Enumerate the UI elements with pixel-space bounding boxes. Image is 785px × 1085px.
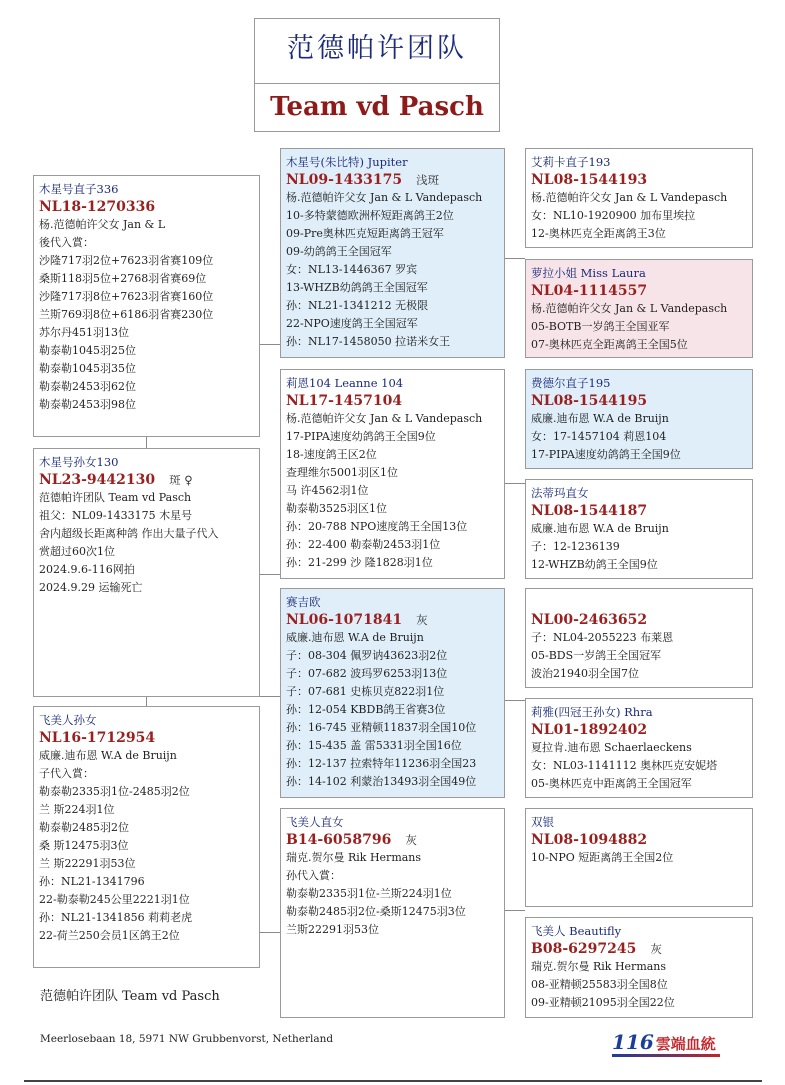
note-line: 祖父：NL09-1433175 木星号	[39, 509, 193, 522]
note-line: 12-奥林匹克全距离鸽王3位	[531, 227, 666, 240]
note-line: 舍内超级长距离种鸽 作出大量子代入	[39, 527, 219, 540]
note-line: 兰斯769羽8位+6186羽省赛230位	[39, 308, 214, 321]
pigeon-notes	[39, 216, 259, 414]
note-line: 孙：15-435 盖 雷5331羽全国16位	[286, 739, 462, 752]
note-line: 22-NPO速度鸽王全国冠军	[286, 317, 418, 330]
note-line: 桑 斯12475羽3位	[39, 839, 129, 852]
pigeon-notes	[286, 849, 504, 939]
color-sex: 灰	[416, 613, 428, 627]
pigeon-notes	[286, 189, 504, 351]
note-line: 2024.9.29 运输死亡	[39, 581, 143, 594]
logo-number: 116	[612, 1030, 654, 1054]
note-line: 威廉.迪布恩 W.A de Bruijn	[531, 412, 669, 425]
note-line: 桑斯118羽5位+2768羽省赛69位	[39, 272, 207, 285]
pigeon-name: 飞美人 Beautifly	[531, 924, 622, 938]
pedigree-box-sire-dam	[280, 369, 505, 579]
note-line: 05-BDS一岁鸽王全国冠军	[531, 649, 662, 662]
note-line: 子：NL04-2055223 布莱恩	[531, 631, 674, 644]
note-line: 杨.范德帕许父女 Jan & L Vandepasch	[531, 191, 728, 204]
title-english: Team vd Pasch	[270, 92, 484, 122]
connector	[505, 910, 525, 911]
note-line: 後代入賞：	[39, 236, 94, 249]
note-line: 范德帕许团队 Team vd Pasch	[39, 491, 192, 504]
ring-number: NL08-1094882	[531, 832, 648, 848]
note-line: 子：07-681 史栋贝克822羽1位	[286, 685, 445, 698]
pigeon-notes	[286, 629, 504, 791]
note-line: 孙：NL21-1341212 无极限	[286, 299, 429, 312]
pedigree-box-ssd	[525, 259, 753, 358]
note-line: 孙：NL17-1458050 拉诺米女王	[286, 335, 451, 348]
pedigree-box-sire	[33, 175, 260, 437]
connector	[260, 344, 280, 345]
note-line: 子：08-304 佩罗讷43623羽2位	[286, 649, 448, 662]
pigeon-name: 赛吉欧	[286, 595, 321, 609]
ring-number: NL17-1457104	[286, 393, 403, 409]
pigeon-name: 双银	[531, 815, 554, 829]
pigeon-name: 费德尔直子195	[531, 376, 611, 390]
note-line: 09-Pre奥林匹克短距离鸽王冠军	[286, 227, 444, 240]
note-line: 勒泰勒3525羽区1位	[286, 502, 387, 515]
color-sex: 浅斑	[416, 173, 440, 187]
pigeon-name: 萝拉小姐 Miss Laura	[531, 266, 646, 280]
connector	[260, 696, 280, 697]
note-line: 13-WHZB幼鸽鸽王全国冠军	[286, 281, 428, 294]
color-sex: 灰	[650, 942, 662, 956]
pedigree-box-sss	[525, 148, 753, 248]
ring-number: B08-6297245 灰	[531, 941, 662, 957]
note-line: 查理维尔5001羽区1位	[286, 466, 398, 479]
pedigree-box-subject	[33, 448, 260, 697]
note-line: 22-勒泰勒245公里2221羽1位	[39, 893, 190, 906]
note-line: 子：12-1236139	[531, 540, 620, 553]
pigeon-name: 莉恩104 Leanne 104	[286, 376, 404, 390]
note-line: 瑞克.贺尔曼 Rik Hermans	[286, 851, 422, 864]
note-line: 威廉.迪布恩 W.A de Bruijn	[39, 749, 177, 762]
note-line: 勒泰勒2485羽2位-桑斯12475羽3位	[286, 905, 466, 918]
pedigree-box-dam	[33, 706, 260, 968]
pigeon-notes	[286, 410, 504, 572]
connector	[146, 697, 147, 706]
note-line: 苏尔丹451羽13位	[39, 326, 129, 339]
connector	[505, 700, 525, 701]
note-line: 孙：20-788 NPO速度鸽王全国13位	[286, 520, 468, 533]
ring-number: NL23-9442130 斑 ♀	[39, 472, 193, 488]
ring-number: NL09-1433175 浅斑	[286, 172, 440, 188]
note-line: 12-WHZB幼鸽王全国9位	[531, 558, 658, 571]
note-line: 孙：22-400 勒泰勒2453羽1位	[286, 538, 441, 551]
note-line: 威廉.迪布恩 W.A de Bruijn	[531, 522, 669, 535]
connector	[260, 932, 280, 933]
note-line: 马 许4562羽1位	[286, 484, 369, 497]
color-sex: 灰	[405, 833, 417, 847]
ring-number: NL18-1270336	[39, 199, 156, 215]
note-line: 勒泰勒2485羽2位	[39, 821, 129, 834]
pedigree-box-sdd	[525, 479, 753, 579]
note-line: 勒泰勒1045羽35位	[39, 362, 136, 375]
note-line: 女：17-1457104 莉恩104	[531, 430, 667, 443]
title-chinese: 范德帕许团队	[255, 19, 499, 84]
pigeon-name: 木星号(朱比特) Jupiter	[286, 155, 408, 169]
pedigree-box-dam-sire	[280, 588, 505, 798]
pigeon-name: 飞美人孙女	[39, 713, 97, 727]
ring-number: NL16-1712954	[39, 730, 156, 746]
note-line: 孙：NL21-1341796	[39, 875, 145, 888]
note-line: 杨.范德帕许父女 Jan & L Vandepasch	[286, 191, 483, 204]
note-line: 孙：14-102 利蒙治13493羽全国49位	[286, 775, 477, 788]
pedigree-box-dss	[525, 588, 753, 688]
note-line: 波治21940羽全国7位	[531, 667, 639, 680]
note-line: 勒泰勒2453羽62位	[39, 380, 136, 393]
connector	[505, 483, 525, 484]
ring-number: NL04-1114557	[531, 283, 648, 299]
note-line: 夏拉肯.迪布恩 Schaerlaeckens	[531, 741, 692, 754]
pigeon-name	[531, 593, 752, 611]
pigeon-name: 法蒂玛直女	[531, 486, 589, 500]
note-line: 孙：21-299 沙 隆1828羽1位	[286, 556, 433, 569]
color-sex: 斑 ♀	[169, 473, 193, 487]
note-line: 沙隆717羽8位+7623羽省赛160位	[39, 290, 214, 303]
note-line: 瑞克.贺尔曼 Rik Hermans	[531, 960, 667, 973]
logo	[612, 1030, 742, 1058]
pigeon-notes	[39, 489, 259, 597]
note-line: 05-BOTB一岁鸽王全国亚军	[531, 320, 670, 333]
pedigree-box-dsd	[525, 698, 753, 798]
note-line: 05-奥林匹克中距离鸽王全国冠军	[531, 777, 692, 790]
note-line: 勒泰勒2453羽98位	[39, 398, 136, 411]
pedigree-box-sds	[525, 369, 753, 469]
note-line: 孙：12-054 KBDB鸽王省赛3位	[286, 703, 446, 716]
logo-underline	[612, 1054, 720, 1057]
note-line: 18-速度鸽王区2位	[286, 448, 377, 461]
pigeon-name: 木星号直子336	[39, 182, 119, 196]
note-line: 兰 斯224羽1位	[39, 803, 115, 816]
note-line: 兰 斯22291羽53位	[39, 857, 136, 870]
note-line: 17-PIPA速度幼鸽鸽王全国9位	[531, 448, 681, 461]
note-line: 女：NL03-1141112 奥林匹克安妮塔	[531, 759, 718, 772]
note-line: 女：NL10-1920900 加布里埃拉	[531, 209, 696, 222]
ring-number: B14-6058796 灰	[286, 832, 417, 848]
pedigree-box-sire-sire	[280, 148, 505, 358]
note-line: 杨.范德帕许父女 Jan & L	[39, 218, 166, 231]
ring-number: NL00-2463652	[531, 612, 648, 628]
note-line: 孙代入賞：	[286, 869, 341, 882]
note-line: 女：NL13-1446367 罗宾	[286, 263, 418, 276]
note-line: 杨.范德帕许父女 Jan & L Vandepasch	[531, 302, 728, 315]
note-line: 2024.9.6-116网拍	[39, 563, 135, 576]
note-line: 勒泰勒1045羽25位	[39, 344, 136, 357]
pigeon-notes	[39, 747, 259, 945]
note-line: 10-NPO 短距离鸽王全国2位	[531, 851, 674, 864]
pigeon-name: 飞美人直女	[286, 815, 344, 829]
note-line: 09-幼鸽鸽王全国冠军	[286, 245, 392, 258]
pedigree-box-dam-dam	[280, 808, 505, 1018]
note-line: 22-荷兰250会员1区鸽王2位	[39, 929, 180, 942]
note-line: 08-亚精顿25583羽全国8位	[531, 978, 668, 991]
ring-number: NL08-1544193	[531, 172, 648, 188]
note-line: 勒泰勒2335羽1位-2485羽2位	[39, 785, 190, 798]
pedigree-box-dds	[525, 808, 753, 907]
note-line: 子：07-682 波玛罗6253羽13位	[286, 667, 448, 680]
ring-number: NL01-1892402	[531, 722, 648, 738]
note-line: 杨.范德帕许父女 Jan & L Vandepasch	[286, 412, 483, 425]
note-line: 17-PIPA速度幼鸽鸽王全国9位	[286, 430, 436, 443]
note-line: 子代入賞：	[39, 767, 94, 780]
note-line: 兰斯22291羽53位	[286, 923, 379, 936]
note-line: 赏超过60次1位	[39, 545, 115, 558]
note-line: 威廉.迪布恩 W.A de Bruijn	[286, 631, 424, 644]
note-line: 09-亚精顿21095羽全国22位	[531, 996, 675, 1009]
note-line: 孙：NL21-1341856 莉莉老虎	[39, 911, 193, 924]
note-line: 07-奥林匹克全距离鸽王全国5位	[531, 338, 688, 351]
note-line: 孙：16-745 亚精顿11837羽全国10位	[286, 721, 477, 734]
ring-number: NL08-1544195	[531, 393, 648, 409]
pigeon-name: 艾莉卡直子193	[531, 155, 611, 169]
pedigree-box-ddd	[525, 917, 753, 1018]
note-line: 10-多特蒙德欧洲杯短距离鸽王2位	[286, 209, 454, 222]
note-line: 孙：12-137 拉索特年11236羽全国23	[286, 757, 477, 770]
connector	[146, 437, 147, 448]
pigeon-name: 木星号孙女130	[39, 455, 119, 469]
title-box	[254, 18, 500, 132]
connector	[260, 574, 280, 575]
ring-number: NL06-1071841 灰	[286, 612, 428, 628]
loft-address: Meerlosebaan 18, 5971 NW Grubbenvorst, Netherland	[40, 1033, 334, 1045]
logo-text: 雲端血統	[655, 1035, 716, 1053]
bottom-divider	[24, 1080, 762, 1082]
loft-name: 范德帕许团队 Team vd Pasch	[40, 989, 220, 1004]
ring-number: NL08-1544187	[531, 503, 648, 519]
connector	[505, 258, 525, 259]
note-line: 勒泰勒2335羽1位-兰斯224羽1位	[286, 887, 452, 900]
note-line: 沙隆717羽2位+7623羽省赛109位	[39, 254, 214, 267]
pigeon-name: 莉雅(四冠王孙女) Rhra	[531, 705, 653, 719]
